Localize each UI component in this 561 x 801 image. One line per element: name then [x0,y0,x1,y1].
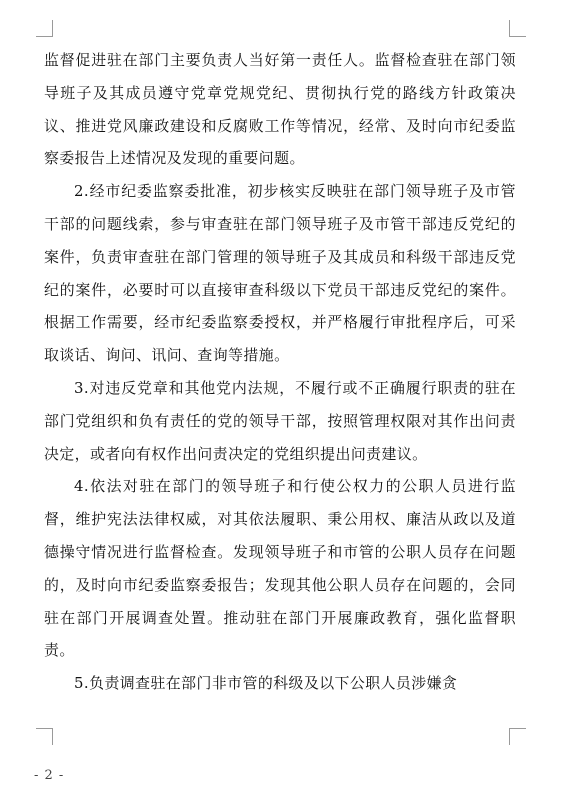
crop-mark-bottom-left [36,728,53,745]
crop-mark-bottom-right [509,728,526,745]
page-number: - 2 - [34,768,65,783]
crop-mark-top-left [36,20,53,37]
document-body [44,44,516,700]
paragraph-item-4: 4.依法对驻在部门的领导班子和行使公权力的公职人员进行监督，维护宪法法律权威，对其依法履职、秉公用权、廉洁从政以及道德操守情况进行监督检查。发现领导班子和市管的公职人员存在问题的，及时向市纪委监察委报告；发现其他公职人员存在问题的，会同驻在部门开展调查处置。推动驻在部门开展廉政教育，强化监督职责。 [44,477,516,660]
paragraph-item-2: 2.经市纪委监察委批准，初步核实反映驻在部门领导班子及市管干部的问题线索，参与审查驻在部门领导班子及市管干部违反党纪的案件，负责审查驻在部门管理的领导班子及其成员和科级干部违反党纪的案件，必要时可以直接审查科级以下党员干部违反党纪的案件。根据工作需要，经市纪委监察委授权，并严格履行审批程序后，可采取谈话、询问、讯问、查询等措施。 [44,182,516,365]
paragraph-item-5: 5.负责调查驻在部门非市管的科级及以下公职人员涉嫌贪 [74,674,458,693]
crop-mark-top-right [509,20,526,37]
paragraph-continuation: 监督促进驻在部门主要负责人当好第一责任人。监督检查驻在部门领导班子及其成员遵守党章党规党纪、贯彻执行党的路线方针政策决议、推进党风廉政建设和反腐败工作等情况，经常、及时向市纪委监察委报告上述情况及发现的重要问题。 [44,51,516,168]
paragraph-item-3: 3.对违反党章和其他党内法规，不履行或不正确履行职责的驻在部门党组织和负有责任的党的领导干部，按照管理权限对其作出问责决定，或者向有权作出问责决定的党组织提出问责建议。 [44,378,516,463]
